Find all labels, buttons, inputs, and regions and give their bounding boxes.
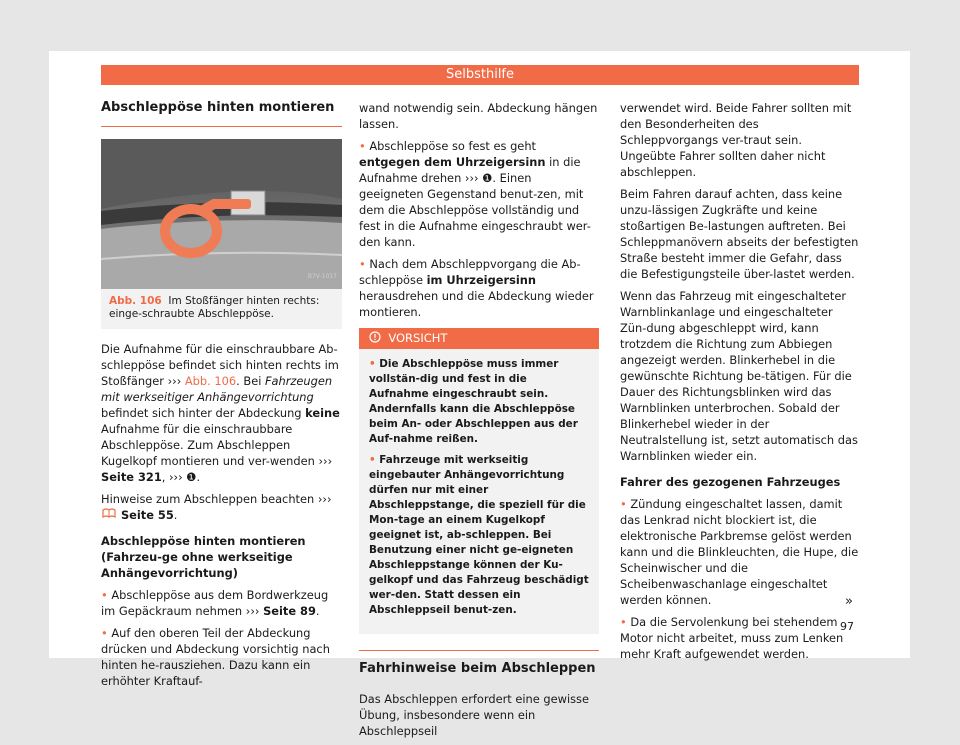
tow-eye-illustration: [101, 139, 342, 289]
figure-caption: [101, 289, 342, 329]
subheading: Fahrer des gezogenen Fahrzeuges: [620, 475, 841, 489]
list-item: • Die Abschleppöse muss immer vollstän-dig und fest in die Aufnahme eingeschraubt sein. Andernfalls kann die Abschleppöse beim An- oder Abschleppen aus der Auf-nahme reißen.: [369, 357, 589, 447]
text: Hinweise zum Abschleppen beachten ›››: [101, 492, 332, 506]
text: . Bei: [236, 374, 265, 388]
text: in die Aufnahme drehen ››› ❶. Einen geeigneten Gegenstand benut-zen, mit dem die Abschleppöse vollständig und fest in die Aufnahme eingeschraubt wer-den kann.: [359, 155, 591, 249]
text: Die Aufnahme für die einschraubbare Ab-schleppöse befindet sich hinten rechts im Stoßfänger ›››: [101, 342, 339, 388]
text: entgegen dem Uhrzeigersinn: [359, 155, 546, 169]
figure-tow-eye: [101, 139, 342, 289]
warning-book-icon: [101, 507, 117, 519]
list-item: • Fahrzeuge mit werkseitig eingebauter Anhängevorrichtung dürfen nur mit einer Abschleppstange, die speziell für die Mon-tage an einem Kugelkopf geeignet ist, ab-schleppen. Bei Benutzung einer nicht ge-eigneten Abschleppstange können der Ku-gelkopf und das Fahrzeug beschädigt wer-den. Statt dessen ein Abschleppseil benut-zen.: [369, 453, 589, 618]
page-link[interactable]: Seite 321: [101, 470, 162, 484]
paragraph: verwendet wird. Beide Fahrer sollten mit den Besonderheiten des Schleppvorgangs ver-traut sein. Ungeübte Fahrer sollten daher nicht abschleppen.: [620, 101, 852, 179]
text: Aufnahme für die einschraubbare Abschleppöse. Zum Abschleppen Kugelkopf montieren und ver-wenden ›››: [101, 422, 333, 468]
paragraph: [101, 341, 342, 485]
text: Abschleppöse aus dem Bordwerkzeug im Gepäckraum nehmen ›››: [101, 588, 329, 618]
text: keine: [305, 406, 340, 420]
caution-title: VORSICHT: [388, 331, 448, 345]
text: Fahrzeugen mit werkseitiger Anhängevorrichtung: [101, 374, 333, 404]
column-middle: [359, 100, 599, 745]
caption-text: Im Stoßfänger hinten rechts: einge-schraubte Abschleppöse.: [109, 295, 320, 320]
figure-link[interactable]: Abb. 106: [184, 374, 237, 388]
paragraph: wand notwendig sein. Abdeckung hängen lassen.: [359, 101, 598, 131]
text: im Uhrzeigersinn: [426, 273, 536, 287]
caution-body: [359, 349, 599, 634]
text: .: [173, 508, 178, 522]
section-title: Fahrhinweise beim Abschleppen: [359, 661, 596, 676]
list-item: [359, 138, 599, 250]
text: , ››› ❶.: [161, 470, 201, 484]
list-item: [359, 256, 599, 320]
list-item: • Auf den oberen Teil der Abdeckung drücken und Abdeckung vorsichtig nach hinten he-rausziehen. Dazu kann ein erhöhter Kraftauf-: [101, 625, 342, 689]
caution-icon: [369, 331, 381, 343]
caution-header: [359, 328, 599, 349]
title-divider: [101, 126, 342, 127]
column-right: [620, 100, 860, 668]
caption-number: Abb. 106: [109, 295, 162, 307]
text: herausdrehen und die Abdeckung wieder montieren.: [359, 289, 594, 319]
figure-id: B7V-1017: [307, 273, 337, 280]
paragraph: [101, 491, 342, 523]
list-item: • Da die Servolenkung bei stehendem Motor nicht arbeitet, muss zum Lenken mehr Kraft aufgewendet werden.: [620, 614, 860, 662]
text: .: [315, 604, 320, 618]
subheading: Abschleppöse hinten montieren (Fahrzeu-ge ohne werkseitige Anhängevorrichtung): [101, 534, 306, 580]
section-divider: [359, 650, 599, 651]
page-number: 97: [840, 620, 854, 633]
list-item: • Zündung eingeschaltet lassen, damit das Lenkrad nicht blockiert ist, die elektronische Parkbremse gelöst werden kann und die Blinkleuchten, die Hupe, die Scheinwischer und die Scheibenwaschanlage eingeschaltet werden können.: [620, 496, 860, 608]
paragraph: Beim Fahren darauf achten, dass keine unzu-lässigen Zugkräfte und keine stoßartigen Be-lastungen auftreten. Bei Schleppmanövern abseits der befestigten Straße besteht immer die Gefahr, dass die Befestigungsteile über-lastet werden.: [620, 187, 859, 281]
continued-marker: »: [845, 594, 853, 609]
text: Abschleppöse so fest es geht: [369, 139, 536, 153]
page-link[interactable]: Seite 55: [117, 508, 174, 522]
list-item: [101, 587, 342, 619]
paragraph: Das Abschleppen erfordert eine gewisse Übung, insbesondere wenn ein Abschleppseil: [359, 692, 590, 738]
chapter-header: Selbsthilfe: [101, 65, 859, 85]
section-title: Abschleppöse hinten montieren: [101, 100, 335, 115]
caution-box: [359, 328, 599, 634]
text: Nach dem Abschleppvorgang die Ab-schleppöse: [359, 257, 581, 287]
column-left: [101, 100, 342, 695]
text: befindet sich hinter der Abdeckung: [101, 406, 306, 420]
page-link[interactable]: Seite 89: [263, 604, 316, 618]
paragraph: Wenn das Fahrzeug mit eingeschalteter Warnblinkanlage und eingeschalteter Zün-dung abgeschleppt wird, kann trotzdem die Richtung zum Abbiegen angezeigt werden. Blinkerhebel in die gewünschte Richtung be-tätigen. Für die Dauer des Richtungsblinken wird das Warnblinken unterbrochen. Sobald der Blinkerhebel wieder in der Neutralstellung ist, setzt automatisch das Warnblinken wieder ein.: [620, 289, 858, 463]
